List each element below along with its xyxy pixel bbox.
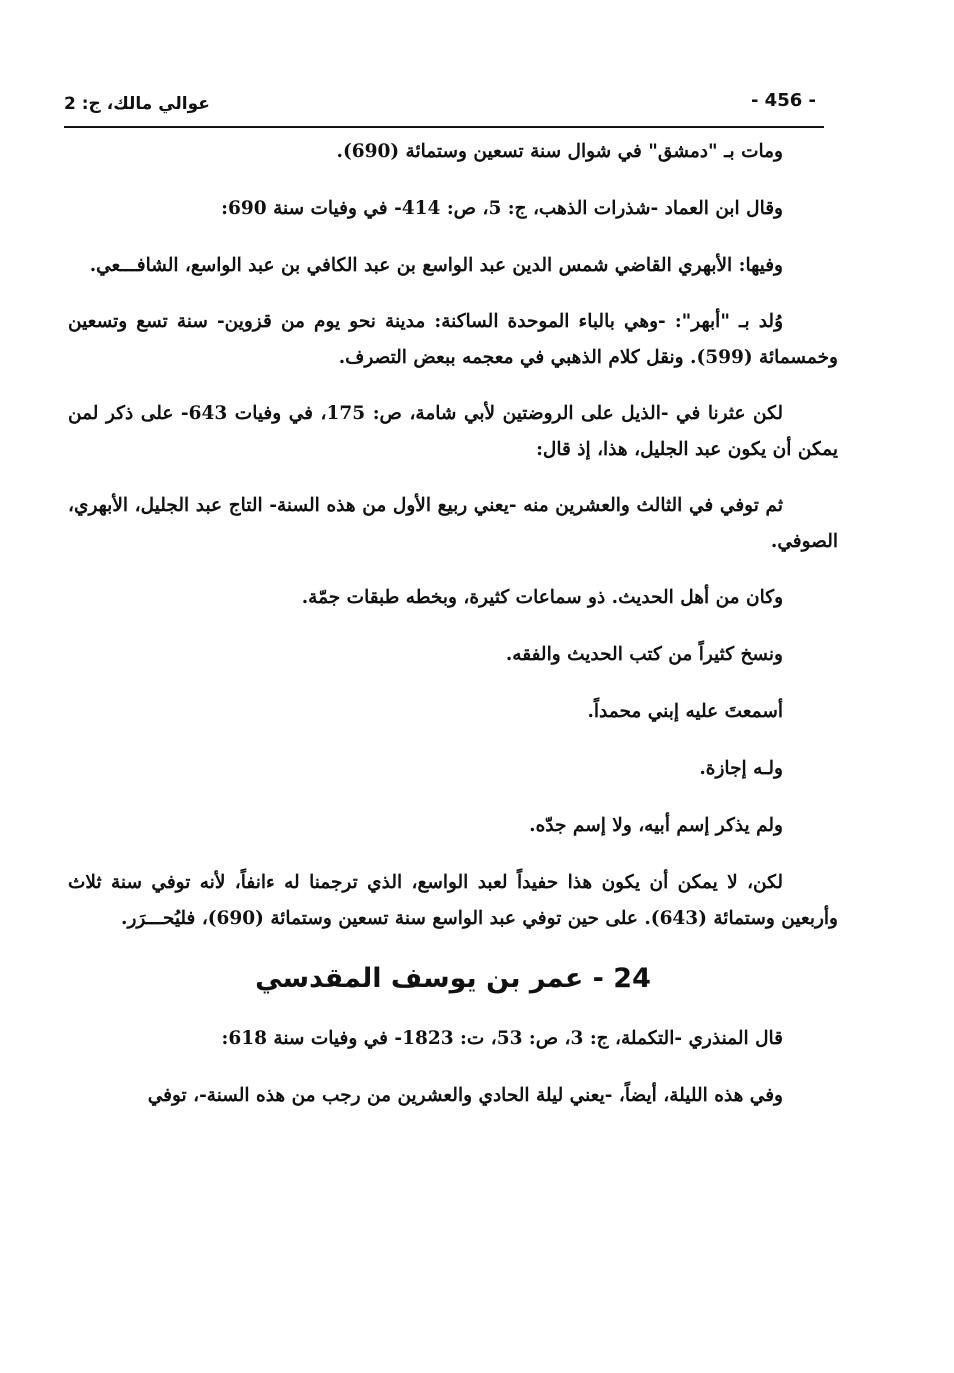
- section-separator: -: [592, 963, 604, 994]
- paragraph: لكن عثرنا في -الذيل على الروضتين لأبي شامة، ص: 175، في وفيات 643- على ذكر لمن يمكن أن يكون عبد الجليل، هذا، إذ قال:: [68, 403, 838, 460]
- paragraph: وكان من أهل الحديث. ذو سماعات كثيرة، وبخطه طبقات جمّة.: [301, 587, 783, 608]
- page-number: - 456 -: [750, 90, 816, 111]
- paragraph: ومات بـ "دمشق" في شوال سنة تسعين وستمائة (690).: [336, 141, 783, 162]
- paragraph: وُلد بـ "أبهر": -وهي بالباء الموحدة الساكنة: مدينة نحو يوم من قزوين- سنة تسع وتسعين وخمسمائة (599). ونقل كلام الذهبي في معجمه ببعض التصرف.: [68, 311, 838, 368]
- header-rule: [64, 126, 824, 128]
- paragraph: ثم توفي في الثالث والعشرين منه -يعني ربيع الأول من هذه السنة- التاج عبد الجليل، الأبهري، الصوفي.: [68, 495, 838, 552]
- paragraph: وفي هذه الليلة، أيضاً، -يعني ليلة الحادي والعشرين من رجب من هذه السنة-، توفي: [147, 1085, 783, 1106]
- paragraph: ولـه إجازة.: [699, 758, 783, 779]
- paragraph: قال المنذري -التكملة، ج: 3، ص: 53، ت: 1823- في وفيات سنة 618:: [221, 1028, 783, 1049]
- paragraph: أسمعتَ عليه إبني محمداً.: [587, 701, 783, 722]
- paragraph: ولم يذكر إسم أبيه، ولا إسم جدّه.: [529, 815, 783, 836]
- paragraph: لكن، لا يمكن أن يكون هذا حفيداً لعبد الواسع، الذي ترجمنا له ءانفاً، لأنه توفي سنة ثلاث وأربعين وستمائة (643). على حين توفي عبد الواسع سنة تسعين وستمائة (690)، فليُحـــرَر.: [68, 872, 838, 929]
- paragraph: وقال ابن العماد -شذرات الذهب، ج: 5، ص: 414- في وفيات سنة 690:: [221, 198, 783, 219]
- running-title: عوالي مالك، ج: 2: [64, 94, 210, 114]
- section-number: 24: [613, 963, 651, 994]
- paragraph: وفيها: الأبهري القاضي شمس الدين عبد الواسع بن عبد الكافي بن عبد الواسع، الشافـــعي.: [89, 255, 783, 276]
- section-heading: [68, 959, 838, 999]
- page-header: [64, 88, 824, 124]
- section-title: عمر بن يوسف المقدسي: [255, 963, 584, 994]
- main-text: [68, 134, 838, 1135]
- paragraph: ونسخ كثيراً من كتب الحديث والفقه.: [505, 644, 783, 665]
